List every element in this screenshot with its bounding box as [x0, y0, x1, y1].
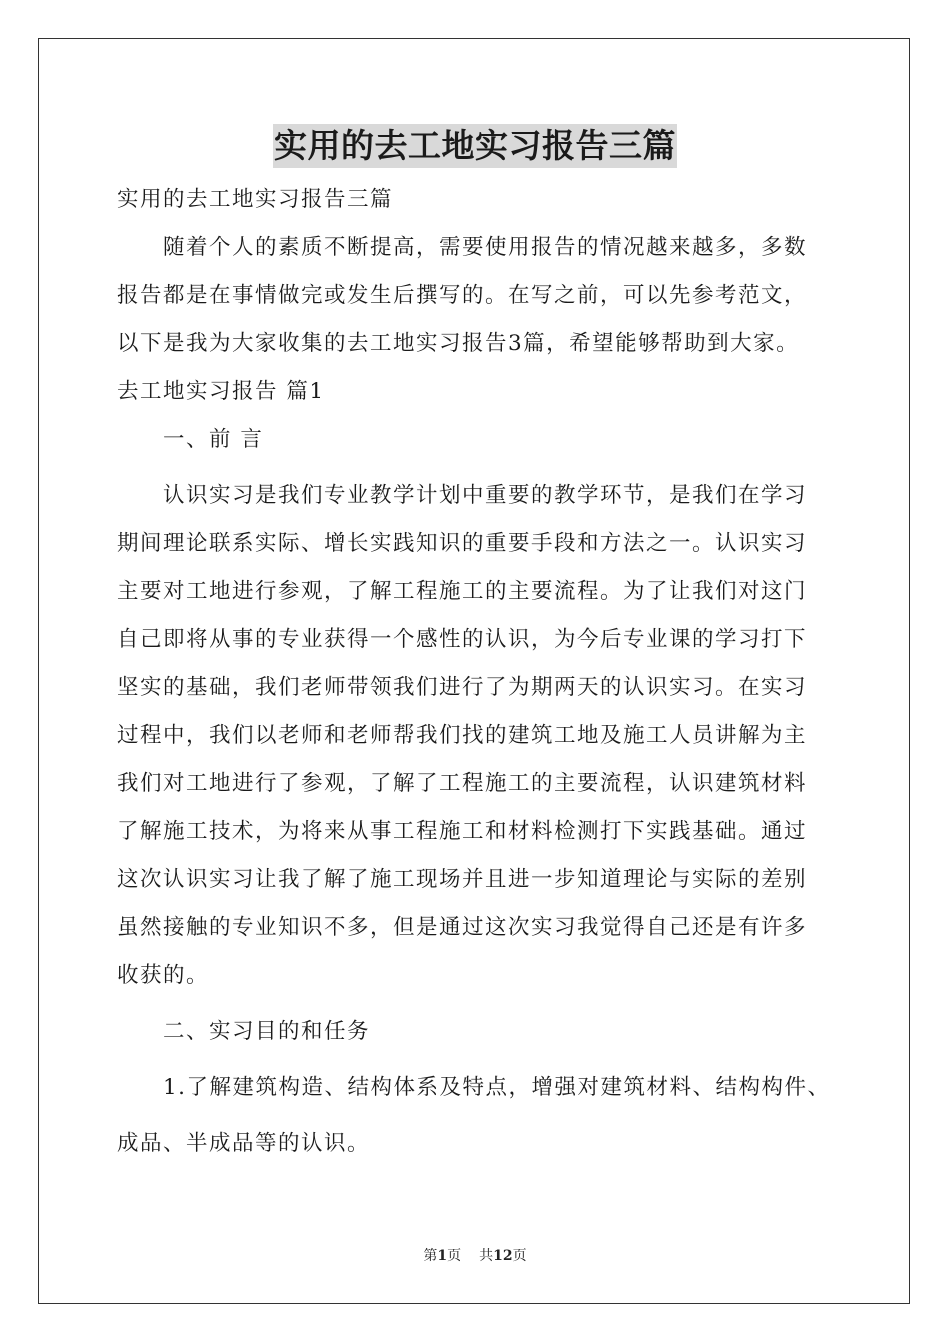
paragraph-line: 这次认识实习让我了解了施工现场并且进一步知道理论与实际的差别: [117, 867, 808, 892]
paragraph-line: 以下是我为大家收集的去工地实习报告3篇，希望能够帮助到大家。: [117, 331, 800, 356]
section-heading: 二、实习目的和任务: [163, 1019, 371, 1044]
paragraph-line: 期间理论联系实际、增长实践知识的重要手段和方法之一。认识实习: [117, 531, 808, 556]
page-prefix: 第: [423, 1248, 438, 1264]
paragraph-line: 报告都是在事情做完或发生后撰写的。在写之前，可以先参考范文，: [117, 283, 808, 308]
paragraph-line: 虽然接触的专业知识不多，但是通过这次实习我觉得自己还是有许多: [117, 915, 808, 940]
document-body: [117, 176, 837, 1168]
paragraph-line: 收获的。: [117, 963, 210, 988]
paragraph-line: 了解施工技术，为将来从事工程施工和材料检测打下实践基础。通过: [117, 819, 808, 844]
paragraph-line: 自己即将从事的专业获得一个感性的认识，为今后专业课的学习打下: [117, 627, 808, 652]
subtitle-line: 实用的去工地实习报告三篇: [117, 187, 394, 212]
paragraph-line: 我们对工地进行了参观，了解了工程施工的主要流程，认识建筑材料: [117, 771, 808, 796]
paragraph-line: 主要对工地进行参观，了解工程施工的主要流程。为了让我们对这门: [117, 579, 808, 604]
total-unit: 页: [512, 1248, 527, 1264]
paragraph-line: 认识实习是我们专业教学计划中重要的教学环节，是我们在学习: [163, 483, 808, 508]
paragraph-line: 1.了解建筑构造、结构体系及特点，增强对建筑材料、结构构件、: [163, 1075, 831, 1100]
document-title: 实用的去工地实习报告三篇: [273, 124, 677, 168]
paragraph-line: 随着个人的素质不断提高，需要使用报告的情况越来越多，多数: [163, 235, 808, 260]
section-heading: 一、前 言: [163, 427, 264, 452]
page-current: 1: [437, 1248, 448, 1264]
paragraph-line: 过程中，我们以老师和老师帮我们找的建筑工地及施工人员讲解为主: [117, 723, 808, 748]
title-container: [0, 124, 950, 168]
page-footer: [0, 1246, 950, 1266]
page-unit: 页: [447, 1248, 462, 1264]
total-prefix: 共: [479, 1248, 494, 1264]
page-total: 12: [493, 1248, 513, 1264]
paragraph-line: 坚实的基础，我们老师带领我们进行了为期两天的认识实习。在实习: [117, 675, 808, 700]
section-heading: 去工地实习报告 篇1: [117, 379, 325, 404]
paragraph-line: 成品、半成品等的认识。: [117, 1131, 371, 1156]
